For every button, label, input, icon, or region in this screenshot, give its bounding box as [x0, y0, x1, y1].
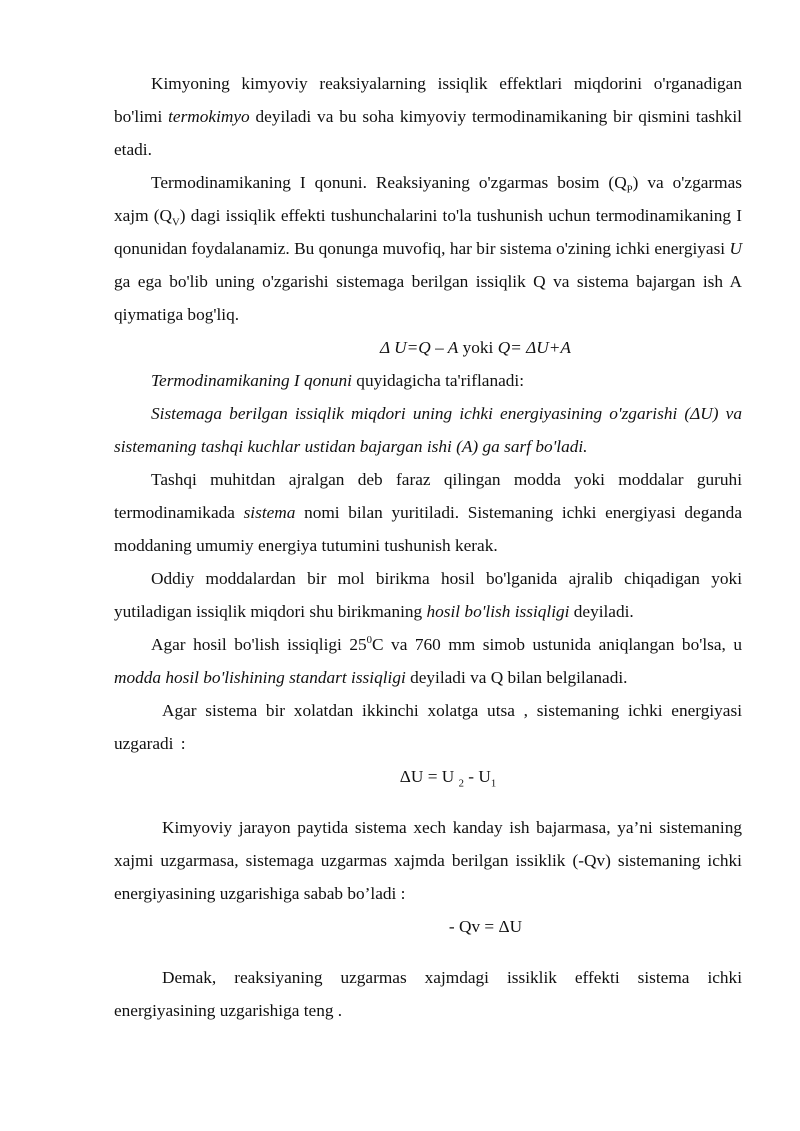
- subscript: P: [626, 183, 633, 196]
- formula-delta-u: [114, 760, 742, 793]
- paragraph-first-law-intro: [114, 166, 742, 331]
- subscript: 2: [458, 777, 464, 790]
- law-statement: Sistemaga berilgan issiqlik miqdori uning ichki energiyasining o'zgarishi (ΔU) va sistemaning tashqi kuchlar ustidan bajargan ishi (A) ga sarf bo'ladi.: [114, 404, 742, 456]
- term-sistema: sistema: [243, 503, 296, 522]
- formula-text: - Qv = ΔU: [448, 917, 523, 936]
- text: Oddiy moddalardan bir mol birikma hosil bo'lganida ajralib chiqadigan yoki yutiladigan issiqlik miqdori shu birikmaning: [114, 569, 742, 621]
- formula-yoki: yoki: [458, 338, 498, 357]
- text: ) va o'zgarmas xajm (Q: [114, 173, 742, 225]
- text: ga ega bo'lib uning o'zgarishi sistemaga berilgan issiqlik Q va sistema bajargan ish A qiymatiga bog'liq.: [114, 272, 742, 324]
- paragraph-law-statement: [114, 397, 742, 463]
- text: quyidagicha ta'riflanadi:: [351, 371, 525, 390]
- term-hosil-bolish: hosil bo'lish issiqligi: [426, 602, 570, 621]
- text: ) dagi issiqlik effekti tushunchalarini to'la tushunish uchun termodinamikaning I qonunidan foydalanamiz. Bu qonunga muvofiq, har bir sistema o'zining ichki energiyasi: [114, 206, 742, 258]
- paragraph-demak: Demak, reaksiyaning uzgarmas xajmdagi issiklik effekti sistema ichki energiyasining uzgarishiga teng .: [114, 968, 742, 1020]
- term-termokimyo: termokimyo: [168, 107, 250, 126]
- text: deyiladi.: [569, 602, 634, 621]
- text: Kimyoning kimyoviy reaksiyalarning issiqlik effektlari miqdorini o'rganadigan bo'limi: [114, 74, 742, 126]
- formula-right: Q= ΔU+A: [497, 338, 571, 357]
- paragraph-hosil-bolish: [114, 562, 742, 628]
- text: deyiladi va Q bilan belgilanadi.: [405, 668, 628, 687]
- term-standart: modda hosil bo'lishining standart issiqligi: [114, 668, 406, 687]
- paragraph-kimyoviy-jarayon: Kimyoviy jarayon paytida sistema xech kanday ish bajarmasa, ya’ni sistemaning xajmi uzgarmasa, sistemaga uzgarmas xajmda berilgan issiklik (-Qv) sistemaning ichki energiyasining uzgarishiga sabab bo’ladi :: [114, 818, 742, 903]
- symbol-u: U: [729, 239, 742, 258]
- paragraph-standart-issiqlik: [114, 628, 742, 694]
- formula-left: Δ U=Q – A: [380, 338, 459, 357]
- text: Termodinamikaning I qonuni. Reaksiyaning o'zgarmas bosim (Q: [151, 173, 627, 192]
- spacer: [114, 793, 742, 811]
- subscript: V: [172, 216, 180, 229]
- paragraph-law-defined: [114, 364, 742, 397]
- text: C va 760 mm simob ustunida aniqlangan bo'lsa, u: [372, 635, 742, 654]
- text: nomi bilan yuritiladi. Sistemaning ichki energiyasi deganda moddaning umumiy energiya tutumini tushunish kerak.: [114, 503, 742, 555]
- subscript: 1: [490, 777, 497, 790]
- spacer: [114, 943, 742, 961]
- paragraph-sistema: [114, 463, 742, 562]
- text: deyiladi va bu soha kimyoviy termodinamikaning bir qismini tashkil etadi.: [114, 107, 742, 159]
- formula-text: ΔU = U: [399, 767, 459, 786]
- formula-first-law: [114, 331, 742, 364]
- superscript: 0: [366, 634, 372, 647]
- text: Tashqi muhitdan ajralgan deb faraz qilingan modda yoki moddalar guruhi termodinamikada: [114, 470, 742, 522]
- formula-qv: [114, 910, 742, 943]
- term-first-law: Termodinamikaning I qonuni: [151, 371, 352, 390]
- paragraph-xolat: Agar sistema bir xolatdan ikkinchi xolatga utsa , sistemaning ichki energiyasi uzgaradi :: [114, 701, 742, 753]
- paragraph-termokimyo: [114, 67, 742, 166]
- formula-text: - U: [463, 767, 491, 786]
- text: Agar hosil bo'lish issiqligi 25: [151, 635, 367, 654]
